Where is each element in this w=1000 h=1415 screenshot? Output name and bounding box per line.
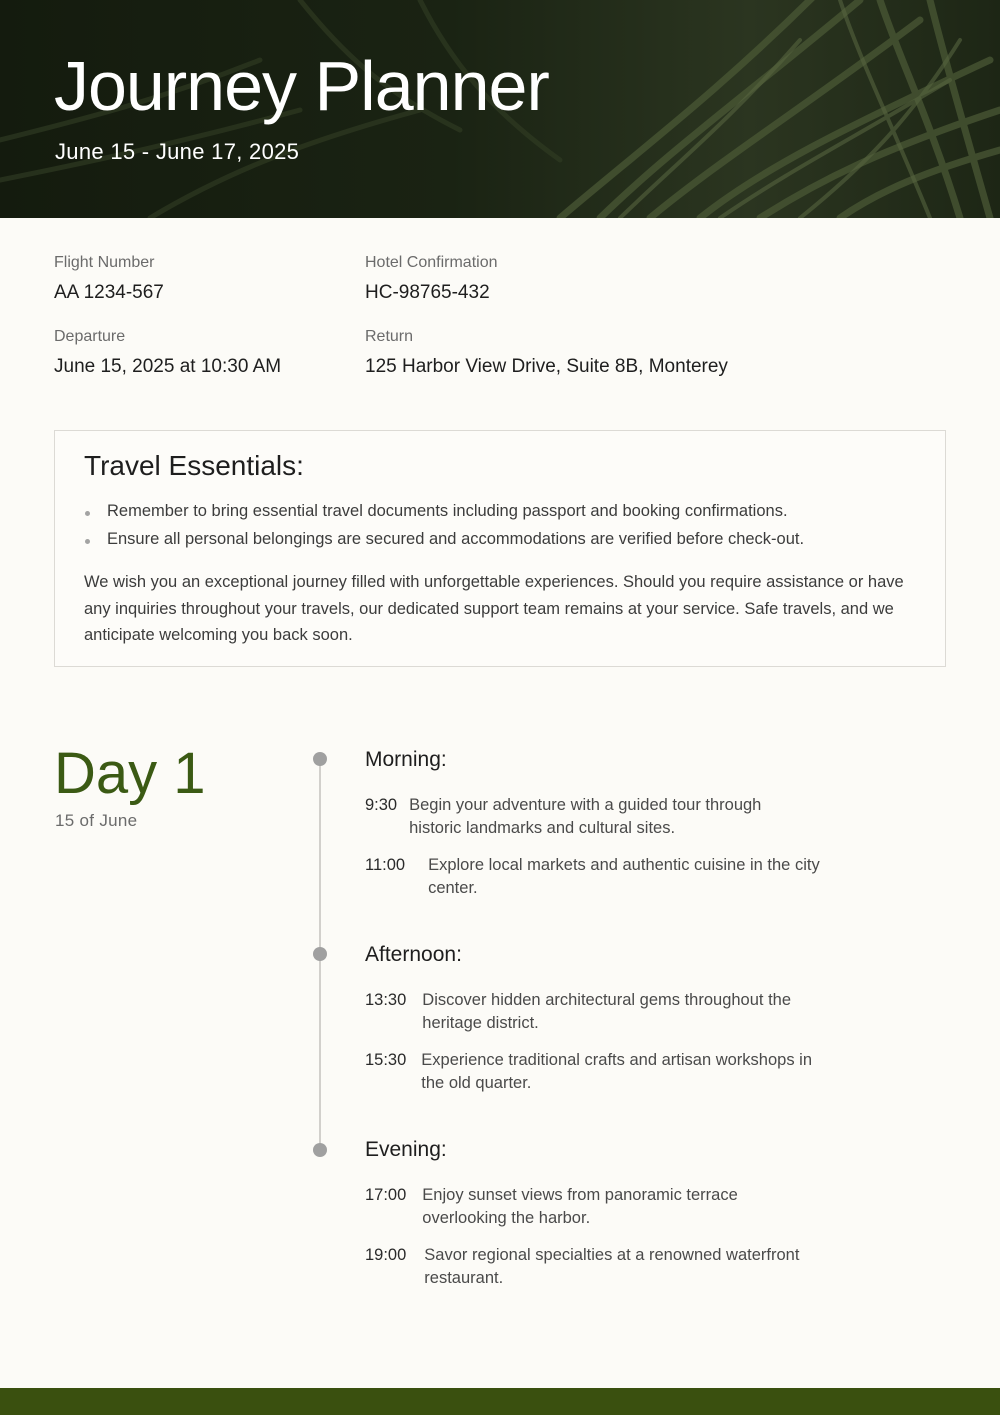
event-time: 17:00 — [365, 1186, 407, 1204]
date-range: June 15 - June 17, 2025 — [55, 139, 300, 164]
list-item — [84, 525, 924, 553]
timeline-dot-icon — [313, 752, 327, 766]
essentials-note: We wish you an exceptional journey filled with unforgettable experiences. Should you require assistance or have any inquiries throughout your travels, our dedicated support team remains at your service. Safe travels, and we anticipate welcoming you back soon. — [84, 573, 904, 644]
event-description: Experience traditional crafts and artisan workshops in the old quarter. — [421, 1051, 812, 1092]
departure-value: June 15, 2025 at 10:30 AM — [54, 356, 282, 377]
event-description: Discover hidden architectural gems throughout the heritage district. — [422, 991, 792, 1032]
travel-essentials-box — [54, 430, 946, 667]
day-date: 15 of June — [55, 811, 138, 830]
bullet-icon — [85, 539, 90, 544]
schedule-event — [365, 854, 825, 900]
bullet-icon — [85, 511, 90, 516]
departure-label: Departure — [54, 328, 126, 345]
schedule-event — [365, 794, 805, 840]
section-title-afternoon: Afternoon: — [365, 943, 462, 966]
event-time: 13:30 — [365, 991, 407, 1009]
list-item-text: Ensure all personal belongings are secured and accommodations are verified before check-out. — [107, 530, 805, 548]
return-label: Return — [365, 328, 414, 345]
travel-essentials-title: Travel Essentials: — [84, 450, 304, 481]
event-time: 15:30 — [365, 1051, 407, 1069]
schedule-event — [365, 989, 825, 1035]
header-banner — [0, 0, 1000, 218]
event-description: Savor regional specialties at a renowned waterfront restaurant. — [424, 1246, 800, 1287]
event-description: Enjoy sunset views from panoramic terrace overlooking the harbor. — [422, 1186, 738, 1227]
event-description: Explore local markets and authentic cuisine in the city center. — [428, 856, 820, 897]
event-time: 11:00 — [365, 856, 406, 874]
hotel-confirmation-value: HC-98765-432 — [365, 282, 490, 303]
flight-number-value: AA 1234-567 — [54, 282, 164, 303]
event-description: Begin your adventure with a guided tour through historic landmarks and cultural sites. — [409, 796, 762, 837]
schedule-event — [365, 1244, 835, 1290]
section-title-evening: Evening: — [365, 1138, 447, 1161]
section-title-morning: Morning: — [365, 748, 447, 771]
footer-bar — [0, 1388, 1000, 1415]
schedule-event — [365, 1049, 825, 1095]
return-value: 125 Harbor View Drive, Suite 8B, Monterey — [365, 356, 728, 377]
event-time: 19:00 — [365, 1246, 407, 1264]
hotel-confirmation-label: Hotel Confirmation — [365, 254, 498, 271]
schedule-event — [365, 1184, 785, 1230]
list-item-text: Remember to bring essential travel documents including passport and booking confirmations. — [107, 502, 788, 520]
event-time: 9:30 — [365, 796, 398, 814]
flight-number-label: Flight Number — [54, 254, 155, 271]
list-item — [84, 497, 924, 525]
page-title: Journey Planner — [54, 47, 549, 125]
day-title: Day 1 — [54, 741, 206, 806]
timeline-dot-icon — [313, 947, 327, 961]
essentials-list — [84, 497, 924, 553]
timeline-dot-icon — [313, 1143, 327, 1157]
